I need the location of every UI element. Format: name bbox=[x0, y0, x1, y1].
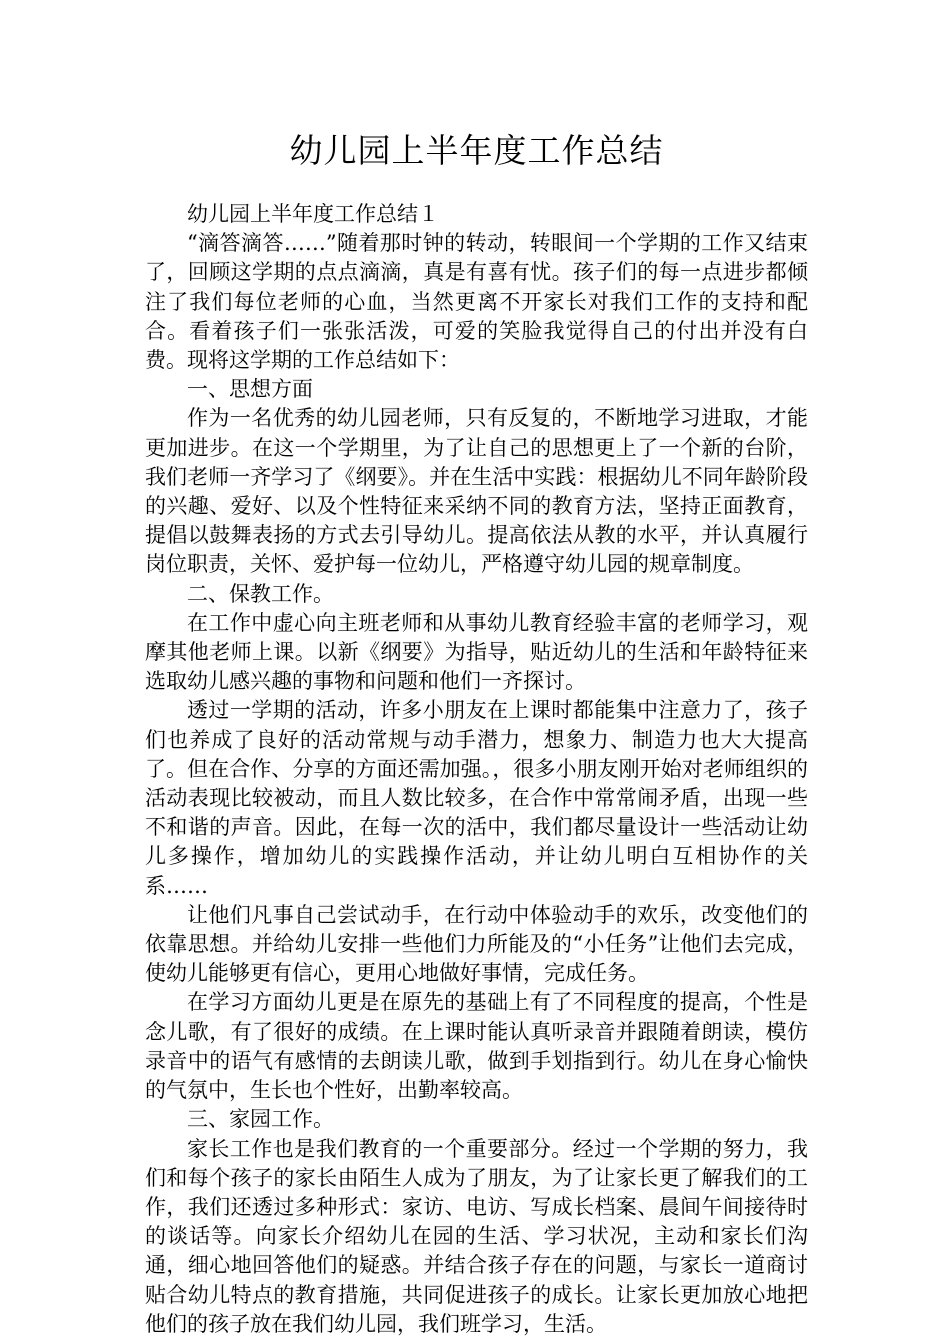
paragraph-intro: “滴答滴答……”随着那时钟的转动，转眼间一个学期的工作又结束了，回顾这学期的点点滴滴，真是有喜有忧。孩子们的每一点进步都倾注了我们每位老师的心血，当然更离不开家长对我们工作的支持和配合。看着孩子们一张张活泼，可爱的笑脸我觉得自己的付出并没有白费。现将这学期的工作总结如下： bbox=[145, 231, 808, 373]
paragraph-subtitle: 幼儿园上半年度工作总结１ bbox=[187, 202, 439, 226]
document-page bbox=[145, 128, 808, 1339]
section-heading-care-education: 二、保教工作。 bbox=[187, 581, 334, 606]
paragraph-thinking: 作为一名优秀的幼儿园老师，只有反复的，不断地学习进取，才能更加进步。在这一个学期里，为了让自己的思想更上了一个新的台阶，我们老师一齐学习了《纲要》。并在生活中实践：根据幼儿不同年龄阶段的兴趣、爱好、以及个性特征来采纳不同的教育方法，坚持正面教育，提倡以鼓舞表扬的方式去引导幼儿。提高依法从教的水平，并认真履行岗位职责，关怀、爱护每一位幼儿，严格遵守幼儿园的规章制度。 bbox=[145, 406, 808, 577]
paragraph-care-education-3: 让他们凡事自己尝试动手，在行动中体验动手的欢乐，改变他们的依靠思想。并给幼儿安排一些他们力所能及的“小任务”让他们去完成，使幼儿能够更有信心，更用心地做好事情，完成任务。 bbox=[145, 902, 808, 986]
paragraph-home-school: 家长工作也是我们教育的一个重要部分。经过一个学期的努力，我们和每个孩子的家长由陌生人成为了朋友，为了让家长更了解我们的工作，我们还透过多种形式：家访、电访、写成长档案、晨间午间接待时的谈话等。向家长介绍幼儿在园的生活、学习状况，主动和家长们沟通，细心地回答他们的疑惑。并结合孩子存在的问题，与家长一道商讨贴合幼儿特点的教育措施，共同促进孩子的成长。让家长更加放心地把他们的孩子放在我们幼儿园，我们班学习，生活。 bbox=[145, 1136, 808, 1336]
paragraph-care-education-2: 透过一学期的活动，许多小朋友在上课时都能集中注意力了，孩子们也养成了良好的活动常规与动手潜力，想象力、制造力也大大提高了。但在合作、分享的方面还需加强。，很多小朋友刚开始对老师组织的活动表现比较被动，而且人数比较多，在合作中常常闹矛盾，出现一些不和谐的声音。因此，在每一次的活中，我们都尽量设计一些活动让幼儿多操作，增加幼儿的实践操作活动，并让幼儿明白互相协作的关系…… bbox=[145, 698, 808, 898]
section-heading-thinking: 一、思想方面 bbox=[187, 377, 313, 402]
document-title: 幼儿园上半年度工作总结 bbox=[289, 131, 664, 170]
paragraph-care-education-1: 在工作中虚心向主班老师和从事幼儿教育经验丰富的老师学习，观摩其他老师上课。以新《纲要》为指导，贴近幼儿的生活和年龄特征来选取幼儿感兴趣的事物和问题和他们一齐探讨。 bbox=[145, 610, 808, 694]
paragraph-care-education-4: 在学习方面幼儿更是在原先的基础上有了不同程度的提高，个性是念儿歌，有了很好的成绩。在上课时能认真听录音并跟随着朗读，模仿录音中的语气有感情的去朗读儿歌，做到手划指到行。幼儿在身心愉快的气氛中，生长也个性好，出勤率较高。 bbox=[145, 990, 808, 1103]
section-heading-home-school: 三、家园工作。 bbox=[187, 1107, 334, 1132]
